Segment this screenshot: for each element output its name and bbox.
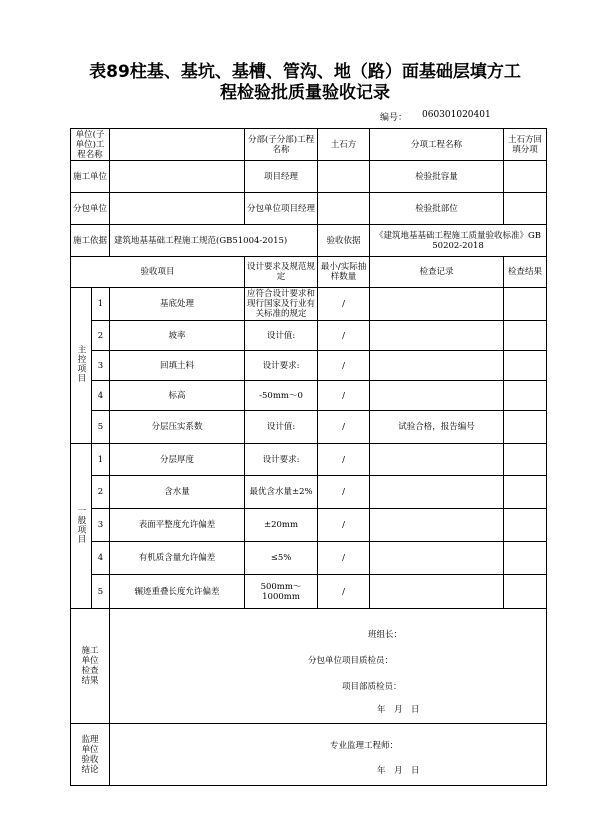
- item-record[interactable]: 试验合格，报告编号: [370, 411, 504, 444]
- item-name: 有机质含量允许偏差: [110, 542, 245, 575]
- item-no: 3: [92, 509, 110, 542]
- table-row: [71, 509, 547, 542]
- contractor-label: 施工单位: [71, 161, 110, 193]
- table-row: [71, 542, 547, 575]
- item-result[interactable]: [504, 411, 547, 444]
- item-name: 回填土料: [110, 351, 245, 381]
- batch-part-value[interactable]: [504, 193, 547, 225]
- supervision-engineer-label: 专业监理工程师：: [330, 741, 399, 751]
- construction-date-label: 年 月 日: [377, 705, 420, 715]
- item-spec: 500mm～1000mm: [245, 575, 318, 609]
- item-sample: /: [318, 321, 370, 351]
- table-row: [71, 288, 547, 321]
- item-no: 1: [92, 288, 110, 321]
- item-spec: 应符合设计要求和现行国家及行业有关标准的规定: [245, 288, 318, 321]
- subcontractor-label: 分包单位: [71, 193, 110, 225]
- item-result[interactable]: [504, 381, 547, 411]
- col-result-header: 检查结果: [504, 257, 547, 288]
- batch-capacity-label: 检验批容量: [370, 161, 504, 193]
- acceptance-basis-value: 《建筑地基基础工程施工质量验收标准》GB 50202-2018: [370, 225, 547, 257]
- item-sample: /: [318, 476, 370, 509]
- general-group-label: 一般项目: [71, 444, 92, 609]
- item-record[interactable]: [370, 321, 504, 351]
- table-row: [71, 444, 547, 476]
- col-item-header: 验收项目: [71, 257, 245, 288]
- item-result[interactable]: [504, 351, 547, 381]
- inspector-label: 项目部质检员：: [342, 682, 402, 692]
- item-spec: ±20mm: [245, 509, 318, 542]
- item-record[interactable]: [370, 542, 504, 575]
- main-group-label: 主控项目: [71, 288, 92, 444]
- supervision-date-label: 年 月 日: [377, 766, 420, 776]
- item-no: 4: [92, 381, 110, 411]
- item-record[interactable]: [370, 509, 504, 542]
- item-result[interactable]: [504, 542, 547, 575]
- table-row: [71, 321, 547, 351]
- item-record[interactable]: [370, 288, 504, 321]
- item-spec: -50mm～0: [245, 381, 318, 411]
- item-name: 含水量: [110, 476, 245, 509]
- col-record-header: 检查记录: [370, 257, 504, 288]
- item-sample: /: [318, 509, 370, 542]
- construction-check-label: 施工单位检查结果: [71, 609, 110, 724]
- code-label: 编号：: [380, 113, 408, 123]
- item-spec: 设计值:: [245, 411, 318, 444]
- item-no: 5: [92, 575, 110, 609]
- item-no: 4: [92, 542, 110, 575]
- item-record[interactable]: [370, 444, 504, 476]
- subitem-label: 分项工程名称: [370, 129, 504, 161]
- supervision-area[interactable]: [110, 724, 547, 786]
- title-line-2: 程检验批质量验收记录: [220, 83, 390, 103]
- item-name: 基底处理: [110, 288, 245, 321]
- item-no: 3: [92, 351, 110, 381]
- item-sample: /: [318, 351, 370, 381]
- item-record[interactable]: [370, 351, 504, 381]
- division-value[interactable]: 土石方: [318, 129, 370, 161]
- item-name: 分层压实系数: [110, 411, 245, 444]
- item-result[interactable]: [504, 509, 547, 542]
- table-row: [71, 476, 547, 509]
- basis-value: 建筑地基基础工程施工规范(GB51004-2015): [110, 225, 318, 257]
- item-result[interactable]: [504, 476, 547, 509]
- item-name: 辗迹重叠长度允许偏差: [110, 575, 245, 609]
- item-no: 1: [92, 444, 110, 476]
- item-sample: /: [318, 575, 370, 609]
- title-line-1: 表89柱基、基坑、基槽、管沟、地（路）面基础层填方工: [89, 62, 521, 82]
- item-spec: 设计要求:: [245, 351, 318, 381]
- team-leader-label: 班组长：: [368, 630, 403, 640]
- code-value: 060301020401: [422, 110, 491, 120]
- item-no: 2: [92, 321, 110, 351]
- item-result[interactable]: [504, 288, 547, 321]
- item-result[interactable]: [504, 321, 547, 351]
- item-spec: 最优含水量±2%: [245, 476, 318, 509]
- item-result[interactable]: [504, 444, 547, 476]
- item-spec: 设计值:: [245, 321, 318, 351]
- sub-inspector-label: 分包单位项目质检员：: [308, 656, 394, 666]
- unit-value[interactable]: [110, 129, 245, 161]
- batch-capacity-value[interactable]: [504, 161, 547, 193]
- acceptance-record-table: [70, 128, 547, 786]
- page-title: [60, 62, 550, 104]
- item-name: 分层厚度: [110, 444, 245, 476]
- supervision-label: 监理单位验收结论: [71, 724, 110, 786]
- subcontractor-value[interactable]: [110, 193, 245, 225]
- item-sample: /: [318, 288, 370, 321]
- item-name: 坡率: [110, 321, 245, 351]
- pm-label: 项目经理: [245, 161, 318, 193]
- construction-check-area[interactable]: [110, 609, 547, 724]
- item-sample: /: [318, 542, 370, 575]
- table-row: [71, 411, 547, 444]
- item-no: 2: [92, 476, 110, 509]
- item-record[interactable]: [370, 575, 504, 609]
- col-design-header: 设计要求及规范规定: [245, 257, 318, 288]
- col-sample-header: 最小/实际抽样数量: [318, 257, 370, 288]
- item-result[interactable]: [504, 575, 547, 609]
- item-spec: ≤5%: [245, 542, 318, 575]
- sub-pm-label: 分包单位项目经理: [245, 193, 318, 225]
- pm-value[interactable]: [318, 161, 370, 193]
- table-row: [71, 575, 547, 609]
- acceptance-basis-label: 验收依据: [318, 225, 370, 257]
- item-name: 标高: [110, 381, 245, 411]
- item-record[interactable]: [370, 381, 504, 411]
- item-record[interactable]: [370, 476, 504, 509]
- unit-label: 单位(子单位)工程名称: [71, 129, 110, 161]
- sub-pm-value[interactable]: [318, 193, 370, 225]
- table-row: [71, 351, 547, 381]
- item-sample: /: [318, 444, 370, 476]
- item-no: 5: [92, 411, 110, 444]
- item-spec: 设计要求:: [245, 444, 318, 476]
- contractor-value[interactable]: [110, 161, 245, 193]
- basis-label: 施工依据: [71, 225, 110, 257]
- item-sample: /: [318, 381, 370, 411]
- table-row: [71, 381, 547, 411]
- item-sample: /: [318, 411, 370, 444]
- subitem-value[interactable]: 土石方回填分项: [504, 129, 547, 161]
- item-name: 表面平整度允许偏差: [110, 509, 245, 542]
- division-label: 分部(子分部)工程名称: [245, 129, 318, 161]
- batch-part-label: 检验批部位: [370, 193, 504, 225]
